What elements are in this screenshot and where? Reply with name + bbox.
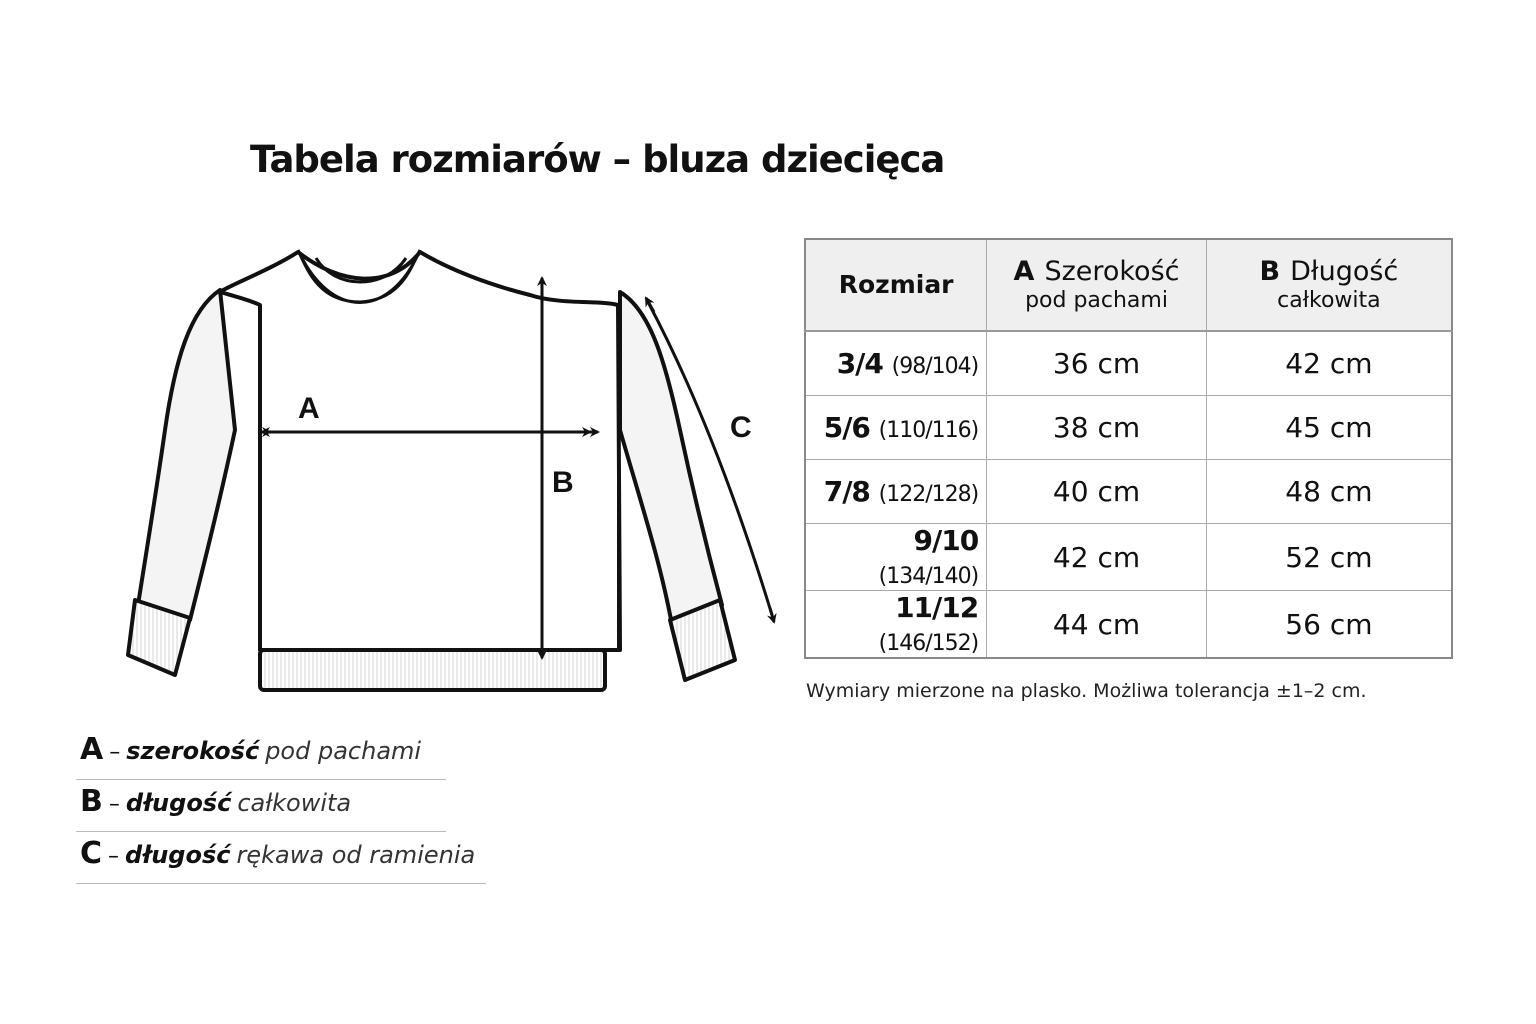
length-cell: 48 cm: [1206, 460, 1452, 524]
width-cell: 42 cm: [987, 524, 1207, 591]
length-cell: 56 cm: [1206, 591, 1452, 659]
length-cell: 42 cm: [1206, 331, 1452, 396]
legend-item-b: B – długość całkowita: [76, 780, 446, 832]
header-size: Rozmiar: [805, 239, 987, 331]
table-row: [805, 331, 1452, 396]
size-cell: 3/4 (98/104): [805, 331, 987, 396]
width-cell: 36 cm: [987, 331, 1207, 396]
length-cell: 45 cm: [1206, 396, 1452, 460]
length-cell: 52 cm: [1206, 524, 1452, 591]
header-length: B Długość całkowita: [1206, 239, 1452, 331]
legend-item-a: A – szerokość pod pachami: [76, 728, 446, 780]
size-cell: 5/6 (110/116): [805, 396, 987, 460]
legend-item-c: C – długość rękawa od ramienia: [76, 832, 486, 884]
label-b: B: [552, 466, 574, 499]
table-row: [805, 460, 1452, 524]
table-row: [805, 524, 1452, 591]
width-cell: 44 cm: [987, 591, 1207, 659]
width-cell: 40 cm: [987, 460, 1207, 524]
header-width: A Szerokość pod pachami: [987, 239, 1207, 331]
table-row: [805, 591, 1452, 659]
table-header-row: [805, 239, 1452, 331]
label-a: A: [298, 392, 320, 425]
measurement-legend: [76, 728, 486, 884]
label-c: C: [730, 411, 752, 444]
sweatshirt-diagram-icon: [120, 230, 800, 710]
size-table: [804, 238, 1453, 659]
tolerance-note: Wymiary mierzone na plasko. Możliwa tolerancja ±1–2 cm.: [806, 680, 1367, 702]
size-cell: 7/8 (122/128): [805, 460, 987, 524]
width-cell: 38 cm: [987, 396, 1207, 460]
page-title: Tabela rozmiarów – bluza dziecięca: [250, 138, 945, 181]
size-cell: 11/12 (146/152): [805, 591, 987, 659]
table-row: [805, 396, 1452, 460]
size-cell: 9/10 (134/140): [805, 524, 987, 591]
